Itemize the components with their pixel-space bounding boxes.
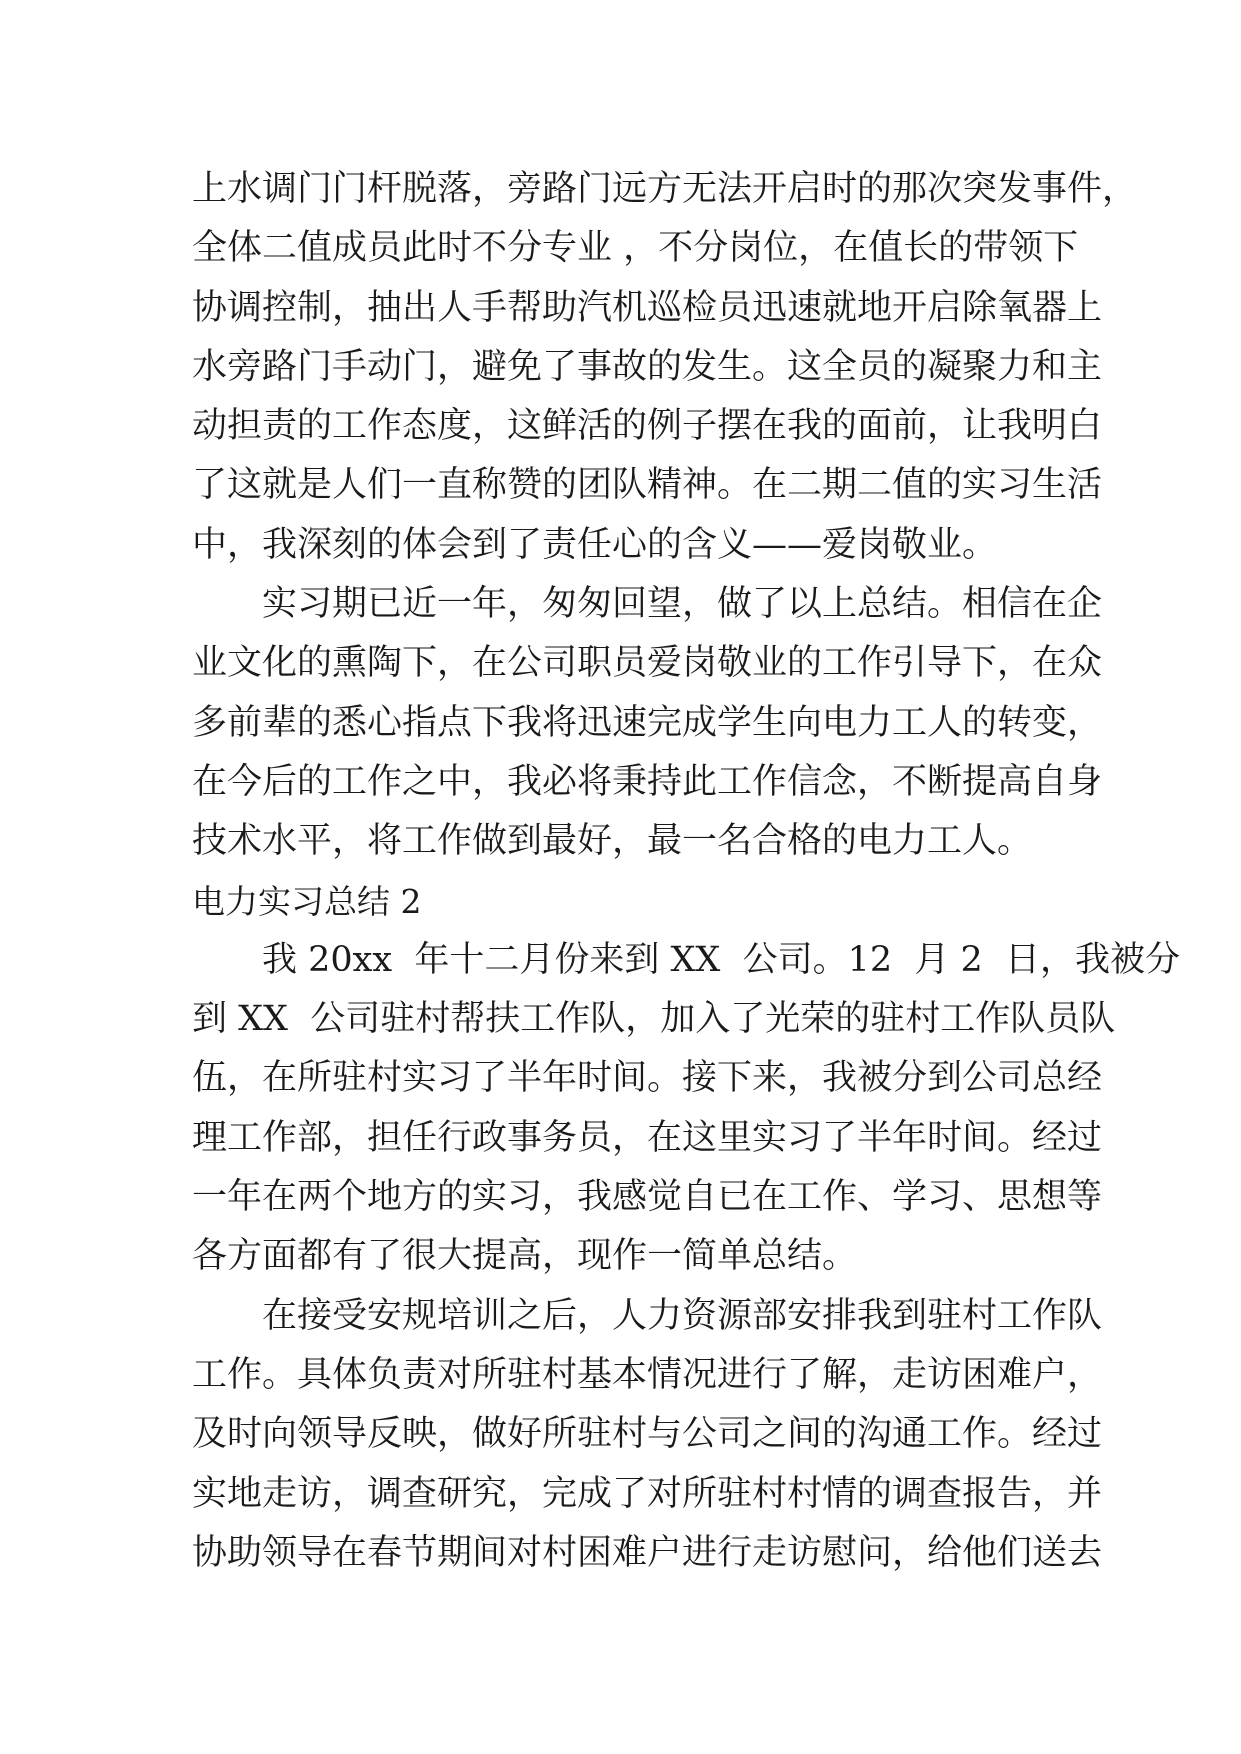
- text-line: 在接受安规培训之后，人力资源部安排我到驻村工作队: [192, 1295, 1103, 1336]
- text-line: 实地走访，调查研究，完成了对所驻村村情的调查报告，并: [192, 1473, 1103, 1514]
- text-line: 工作。具体负责对所驻村基本情况进行了解，走访困难户，: [192, 1354, 1103, 1395]
- paragraph-intro: [192, 931, 1181, 1287]
- text-line: 水旁路门手动门，避免了事故的发生。这全员的凝聚力和主: [192, 346, 1103, 387]
- text-line: 上水调门门杆脱落，旁路门远方无法开启时的那次突发事件，: [192, 169, 1138, 209]
- text-line: 中，我深刻的体会到了责任心的含义——爱岗敬业。: [192, 524, 998, 565]
- text-line: 协调控制，抽出人手帮助汽机巡检员迅速就地开启除氧器上: [192, 287, 1103, 328]
- text-line: 一年在两个地方的实习，我感觉自已在工作、学习、思想等: [192, 1177, 1103, 1218]
- text-line: 动担责的工作态度，这鲜活的例子摆在我的面前，让我明白: [192, 406, 1103, 447]
- document-body: [192, 160, 1181, 1583]
- text-line: 在今后的工作之中，我必将秉持此工作信念，不断提高自身: [192, 761, 1103, 802]
- paragraph-village-work: [192, 1287, 1103, 1583]
- text-line: 协助领导在春节期间对村困难户进行走访慰问，给他们送去: [192, 1532, 1103, 1573]
- paragraph-conclusion: [192, 575, 1103, 871]
- text-line: 我 20xx 年十二月份来到 XX 公司。12 月 2 日，我被分: [192, 939, 1181, 980]
- paragraph-incident: [192, 160, 1138, 575]
- text-line: 理工作部，担任行政事务员，在这里实习了半年时间。经过: [192, 1117, 1103, 1158]
- text-line: 多前辈的悉心指点下我将迅速完成学生向电力工人的转变，: [192, 702, 1103, 743]
- text-line: 技术水平，将工作做到最好，最一名合格的电力工人。: [192, 821, 1033, 862]
- text-line: 到 XX 公司驻村帮扶工作队，加入了光荣的驻村工作队员队: [192, 999, 1116, 1040]
- text-line: 了这就是人们一直称赞的团队精神。在二期二值的实习生活: [192, 465, 1103, 506]
- text-line: 各方面都有了很大提高，现作一简单总结。: [192, 1236, 858, 1277]
- text-line: 实习期已近一年，匆匆回望，做了以上总结。相信在企: [192, 584, 1103, 625]
- text-line: 全体二值成员此时不分专业 ，不分岗位，在值长的带领下: [192, 228, 1079, 269]
- text-line: 业文化的熏陶下，在公司职员爱岗敬业的工作引导下，在众: [192, 643, 1103, 684]
- text-line: 伍，在所驻村实习了半年时间。接下来，我被分到公司总经: [192, 1058, 1103, 1099]
- section-heading: 电力实习总结 2: [192, 881, 422, 921]
- text-line: 及时向领导反映，做好所驻村与公司之间的沟通工作。经过: [192, 1414, 1103, 1455]
